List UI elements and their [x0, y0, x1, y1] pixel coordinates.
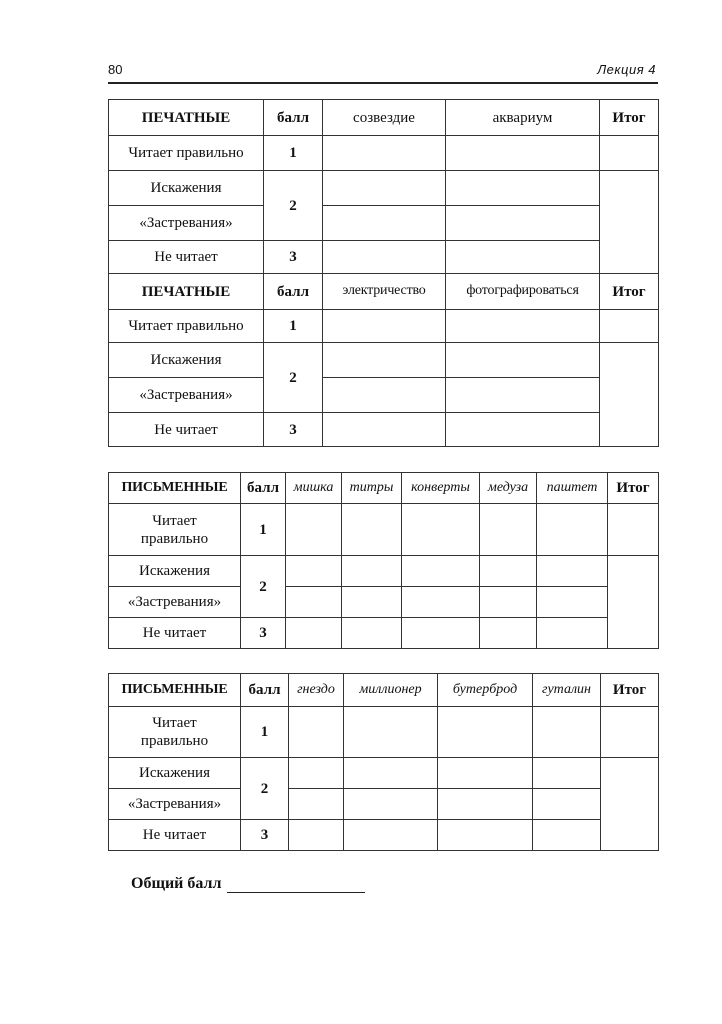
answer-cell[interactable]: [342, 587, 402, 618]
word-header: титры: [342, 473, 402, 504]
table-row: [109, 136, 659, 171]
total-cell[interactable]: [600, 310, 659, 343]
answer-cell[interactable]: [438, 758, 533, 789]
answer-cell[interactable]: [438, 707, 533, 758]
answer-cell[interactable]: [289, 789, 344, 820]
running-title: Лекция 4: [597, 62, 656, 77]
word-header: медуза: [480, 473, 537, 504]
table-row: [109, 378, 659, 413]
answer-cell[interactable]: [446, 343, 600, 378]
answer-cell[interactable]: [446, 171, 600, 206]
answer-cell[interactable]: [323, 136, 446, 171]
score-value: 1: [241, 707, 289, 758]
table-row: [109, 618, 659, 649]
row-label: Искажения: [109, 171, 264, 206]
total-header: Итог: [600, 274, 659, 310]
answer-cell[interactable]: [286, 504, 342, 556]
answer-cell[interactable]: [323, 378, 446, 413]
total-cell[interactable]: [600, 136, 659, 171]
answer-cell[interactable]: [402, 504, 480, 556]
answer-cell[interactable]: [533, 789, 601, 820]
score-header: балл: [241, 473, 286, 504]
total-score-blank[interactable]: [227, 876, 365, 893]
word-header: гнездо: [289, 674, 344, 707]
answer-cell[interactable]: [480, 504, 537, 556]
answer-cell[interactable]: [537, 587, 608, 618]
score-value: 2: [264, 171, 323, 241]
score-header: балл: [264, 100, 323, 136]
table-row: [109, 206, 659, 241]
total-cell[interactable]: [600, 171, 659, 274]
total-header: Итог: [600, 100, 659, 136]
answer-cell[interactable]: [446, 241, 600, 274]
category-heading: ПЕЧАТНЫЕ: [109, 274, 264, 310]
row-label: «Застревания»: [109, 206, 264, 241]
table-row: [109, 473, 659, 504]
row-label: «Застревания»: [109, 587, 241, 618]
row-label-line: Читает: [152, 715, 197, 731]
table-row: [109, 758, 659, 789]
score-value: 1: [241, 504, 286, 556]
row-label-line: правильно: [140, 733, 209, 749]
total-header: Итог: [608, 473, 659, 504]
answer-cell[interactable]: [533, 820, 601, 851]
table-row: [109, 241, 659, 274]
row-label: Не читает: [109, 820, 241, 851]
row-label: Искажения: [109, 343, 264, 378]
answer-cell[interactable]: [446, 310, 600, 343]
word-header: созвездие: [323, 100, 446, 136]
answer-cell[interactable]: [480, 618, 537, 649]
score-value: 2: [241, 758, 289, 820]
table-row: [109, 100, 659, 136]
answer-cell[interactable]: [342, 504, 402, 556]
total-cell[interactable]: [600, 343, 659, 447]
handwritten-words-table-2: [108, 673, 659, 851]
answer-cell[interactable]: [438, 820, 533, 851]
answer-cell[interactable]: [344, 707, 438, 758]
table-row: [109, 820, 659, 851]
answer-cell[interactable]: [344, 789, 438, 820]
answer-cell[interactable]: [286, 587, 342, 618]
answer-cell[interactable]: [323, 206, 446, 241]
answer-cell[interactable]: [323, 413, 446, 447]
word-header: бутерброд: [438, 674, 533, 707]
answer-cell[interactable]: [537, 618, 608, 649]
word-header: фотографироваться: [446, 274, 600, 310]
category-heading: ПЕЧАТНЫЕ: [109, 100, 264, 136]
answer-cell[interactable]: [446, 413, 600, 447]
category-heading: ПИСЬМЕННЫЕ: [109, 473, 241, 504]
total-cell[interactable]: [601, 758, 659, 851]
answer-cell[interactable]: [537, 504, 608, 556]
score-value: 3: [241, 820, 289, 851]
row-label-line: Читает: [152, 512, 197, 529]
total-score-label: Общий балл: [131, 875, 222, 892]
score-header: балл: [264, 274, 323, 310]
answer-cell[interactable]: [344, 820, 438, 851]
category-heading: ПИСЬМЕННЫЕ: [109, 674, 241, 707]
row-label: «Застревания»: [109, 378, 264, 413]
row-label: Не читает: [109, 618, 241, 649]
row-label: Не читает: [109, 241, 264, 274]
answer-cell[interactable]: [402, 587, 480, 618]
table-row: [109, 343, 659, 378]
word-header: конверты: [402, 473, 480, 504]
row-label: Не читает: [109, 413, 264, 447]
answer-cell[interactable]: [289, 707, 344, 758]
table-row: [109, 171, 659, 206]
answer-cell[interactable]: [342, 556, 402, 587]
table-row: [109, 789, 659, 820]
score-value: 1: [264, 136, 323, 171]
handwritten-words-table-1: [108, 472, 659, 649]
row-label: Искажения: [109, 556, 241, 587]
word-header: гуталин: [533, 674, 601, 707]
answer-cell[interactable]: [289, 758, 344, 789]
answer-cell[interactable]: [480, 556, 537, 587]
row-label: [109, 504, 241, 556]
word-header: паштет: [537, 473, 608, 504]
table-row: [109, 674, 659, 707]
score-value: 2: [241, 556, 286, 618]
word-header: миллионер: [344, 674, 438, 707]
answer-cell[interactable]: [323, 343, 446, 378]
answer-cell[interactable]: [446, 378, 600, 413]
answer-cell[interactable]: [323, 310, 446, 343]
answer-cell[interactable]: [344, 758, 438, 789]
score-value: 2: [264, 343, 323, 413]
answer-cell[interactable]: [402, 618, 480, 649]
score-value: 3: [264, 241, 323, 274]
answer-cell[interactable]: [537, 556, 608, 587]
answer-cell[interactable]: [438, 789, 533, 820]
answer-cell[interactable]: [323, 171, 446, 206]
answer-cell[interactable]: [480, 587, 537, 618]
answer-cell[interactable]: [446, 206, 600, 241]
total-cell[interactable]: [608, 504, 659, 556]
total-header: Итог: [601, 674, 659, 707]
page-header: [108, 58, 658, 84]
answer-cell[interactable]: [289, 820, 344, 851]
table-row: [109, 504, 659, 556]
word-header: аквариум: [446, 100, 600, 136]
score-value: 3: [264, 413, 323, 447]
answer-cell[interactable]: [533, 758, 601, 789]
total-cell[interactable]: [601, 707, 659, 758]
answer-cell[interactable]: [446, 136, 600, 171]
table-row: [109, 274, 659, 310]
total-score: [131, 875, 365, 893]
answer-cell[interactable]: [533, 707, 601, 758]
score-header: балл: [241, 674, 289, 707]
row-label: Искажения: [109, 758, 241, 789]
answer-cell[interactable]: [402, 556, 480, 587]
answer-cell[interactable]: [323, 241, 446, 274]
table-row: [109, 707, 659, 758]
row-label: Читает правильно: [109, 310, 264, 343]
table-row: [109, 310, 659, 343]
row-label: [109, 707, 241, 758]
table-row: [109, 556, 659, 587]
table-row: [109, 413, 659, 447]
printed-words-table: [108, 99, 659, 447]
row-label: «Застревания»: [109, 789, 241, 820]
answer-cell[interactable]: [342, 618, 402, 649]
word-header: мишка: [286, 473, 342, 504]
answer-cell[interactable]: [286, 556, 342, 587]
row-label-line: правильно: [140, 530, 209, 547]
page-number: 80: [108, 62, 123, 77]
row-label: Читает правильно: [109, 136, 264, 171]
word-header: электричество: [323, 274, 446, 310]
score-value: 3: [241, 618, 286, 649]
answer-cell[interactable]: [286, 618, 342, 649]
score-value: 1: [264, 310, 323, 343]
total-cell[interactable]: [608, 556, 659, 649]
table-row: [109, 587, 659, 618]
